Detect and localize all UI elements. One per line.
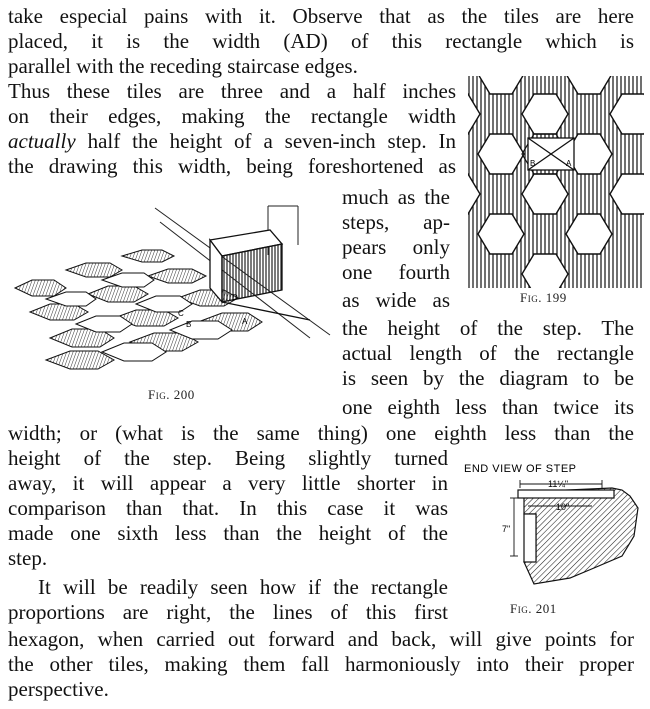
fig200-label-a: A <box>242 317 248 326</box>
fig199-label-b: B <box>530 159 536 168</box>
text-line-13: the height of the step. The <box>342 316 634 340</box>
text-line-15: is seen by the diagram to be <box>342 366 634 390</box>
text-line-18: height of the step. Being slightly turned <box>8 446 448 470</box>
text-line-25: hexagon, when carried out forward and back, will give points for <box>8 627 634 651</box>
figure-201 <box>462 456 642 596</box>
text-line-27: perspective. <box>8 677 109 701</box>
text-line-6 <box>8 129 456 153</box>
text-line-16: one eighth less than twice its <box>342 395 634 419</box>
text-line-5: on their edges, making the rectangle width <box>8 104 456 128</box>
text-line-23: It will be readily seen how if the rectangle <box>38 575 448 599</box>
text-line-19: away, it will appear a very little shorter in <box>8 471 448 495</box>
figure-200 <box>10 200 340 380</box>
fig201-caption: Fig. 201 <box>510 601 557 616</box>
fig201-dim-top: 11¼" <box>548 479 569 489</box>
fig199-label-a: A <box>566 159 572 168</box>
fig200-label-d: D <box>232 293 238 302</box>
fig200-label-c: C <box>178 309 184 318</box>
text-line-6-rest: half the height of a seven-inch step. In <box>87 129 457 153</box>
text-line-12: as wide as <box>342 288 450 312</box>
emphasis-actually: actually <box>8 129 76 153</box>
text-line-10: pears only <box>342 235 450 259</box>
text-line-24: proportions are right, the lines of this first <box>8 600 448 624</box>
end-view-step-diagram <box>462 456 642 596</box>
text-line-14: actual length of the rectangle <box>342 341 634 365</box>
fig201-dim-side: 7" <box>502 524 511 534</box>
text-line-7: the drawing this width, being foreshortened as <box>8 154 456 178</box>
hexagon-pattern-illustration <box>468 76 644 288</box>
fig200-caption: Fig. 200 <box>148 387 195 402</box>
text-line-2: placed, it is the width (AD) of this rectangle which is <box>8 29 634 53</box>
figure-199 <box>468 76 644 288</box>
text-line-17: width; or (what is the same thing) one eighth less than the <box>8 421 634 445</box>
text-line-9: steps, ap- <box>342 210 450 234</box>
text-line-26: the other tiles, making them fall harmoniously into their proper <box>8 652 634 676</box>
text-line-3: parallel with the receding staircase edges. <box>8 54 358 78</box>
text-line-8: much as the <box>342 185 450 209</box>
perspective-tiles-illustration <box>10 200 340 380</box>
text-line-22: step. <box>8 546 48 570</box>
text-line-1: take especial pains with it. Observe that as the tiles are here <box>8 4 634 28</box>
text-line-20: comparison than that. In this case it was <box>8 496 448 520</box>
fig199-caption: Fig. 199 <box>520 290 567 305</box>
fig201-dim-mid: 10" <box>556 502 570 512</box>
text-line-4: Thus these tiles are three and a half inches <box>8 79 456 103</box>
text-line-11: one fourth <box>342 260 450 284</box>
text-line-21: made one sixth less than the height of the <box>8 521 448 545</box>
fig200-label-b: B <box>186 320 192 329</box>
fig201-title: END VIEW OF STEP <box>464 463 577 475</box>
